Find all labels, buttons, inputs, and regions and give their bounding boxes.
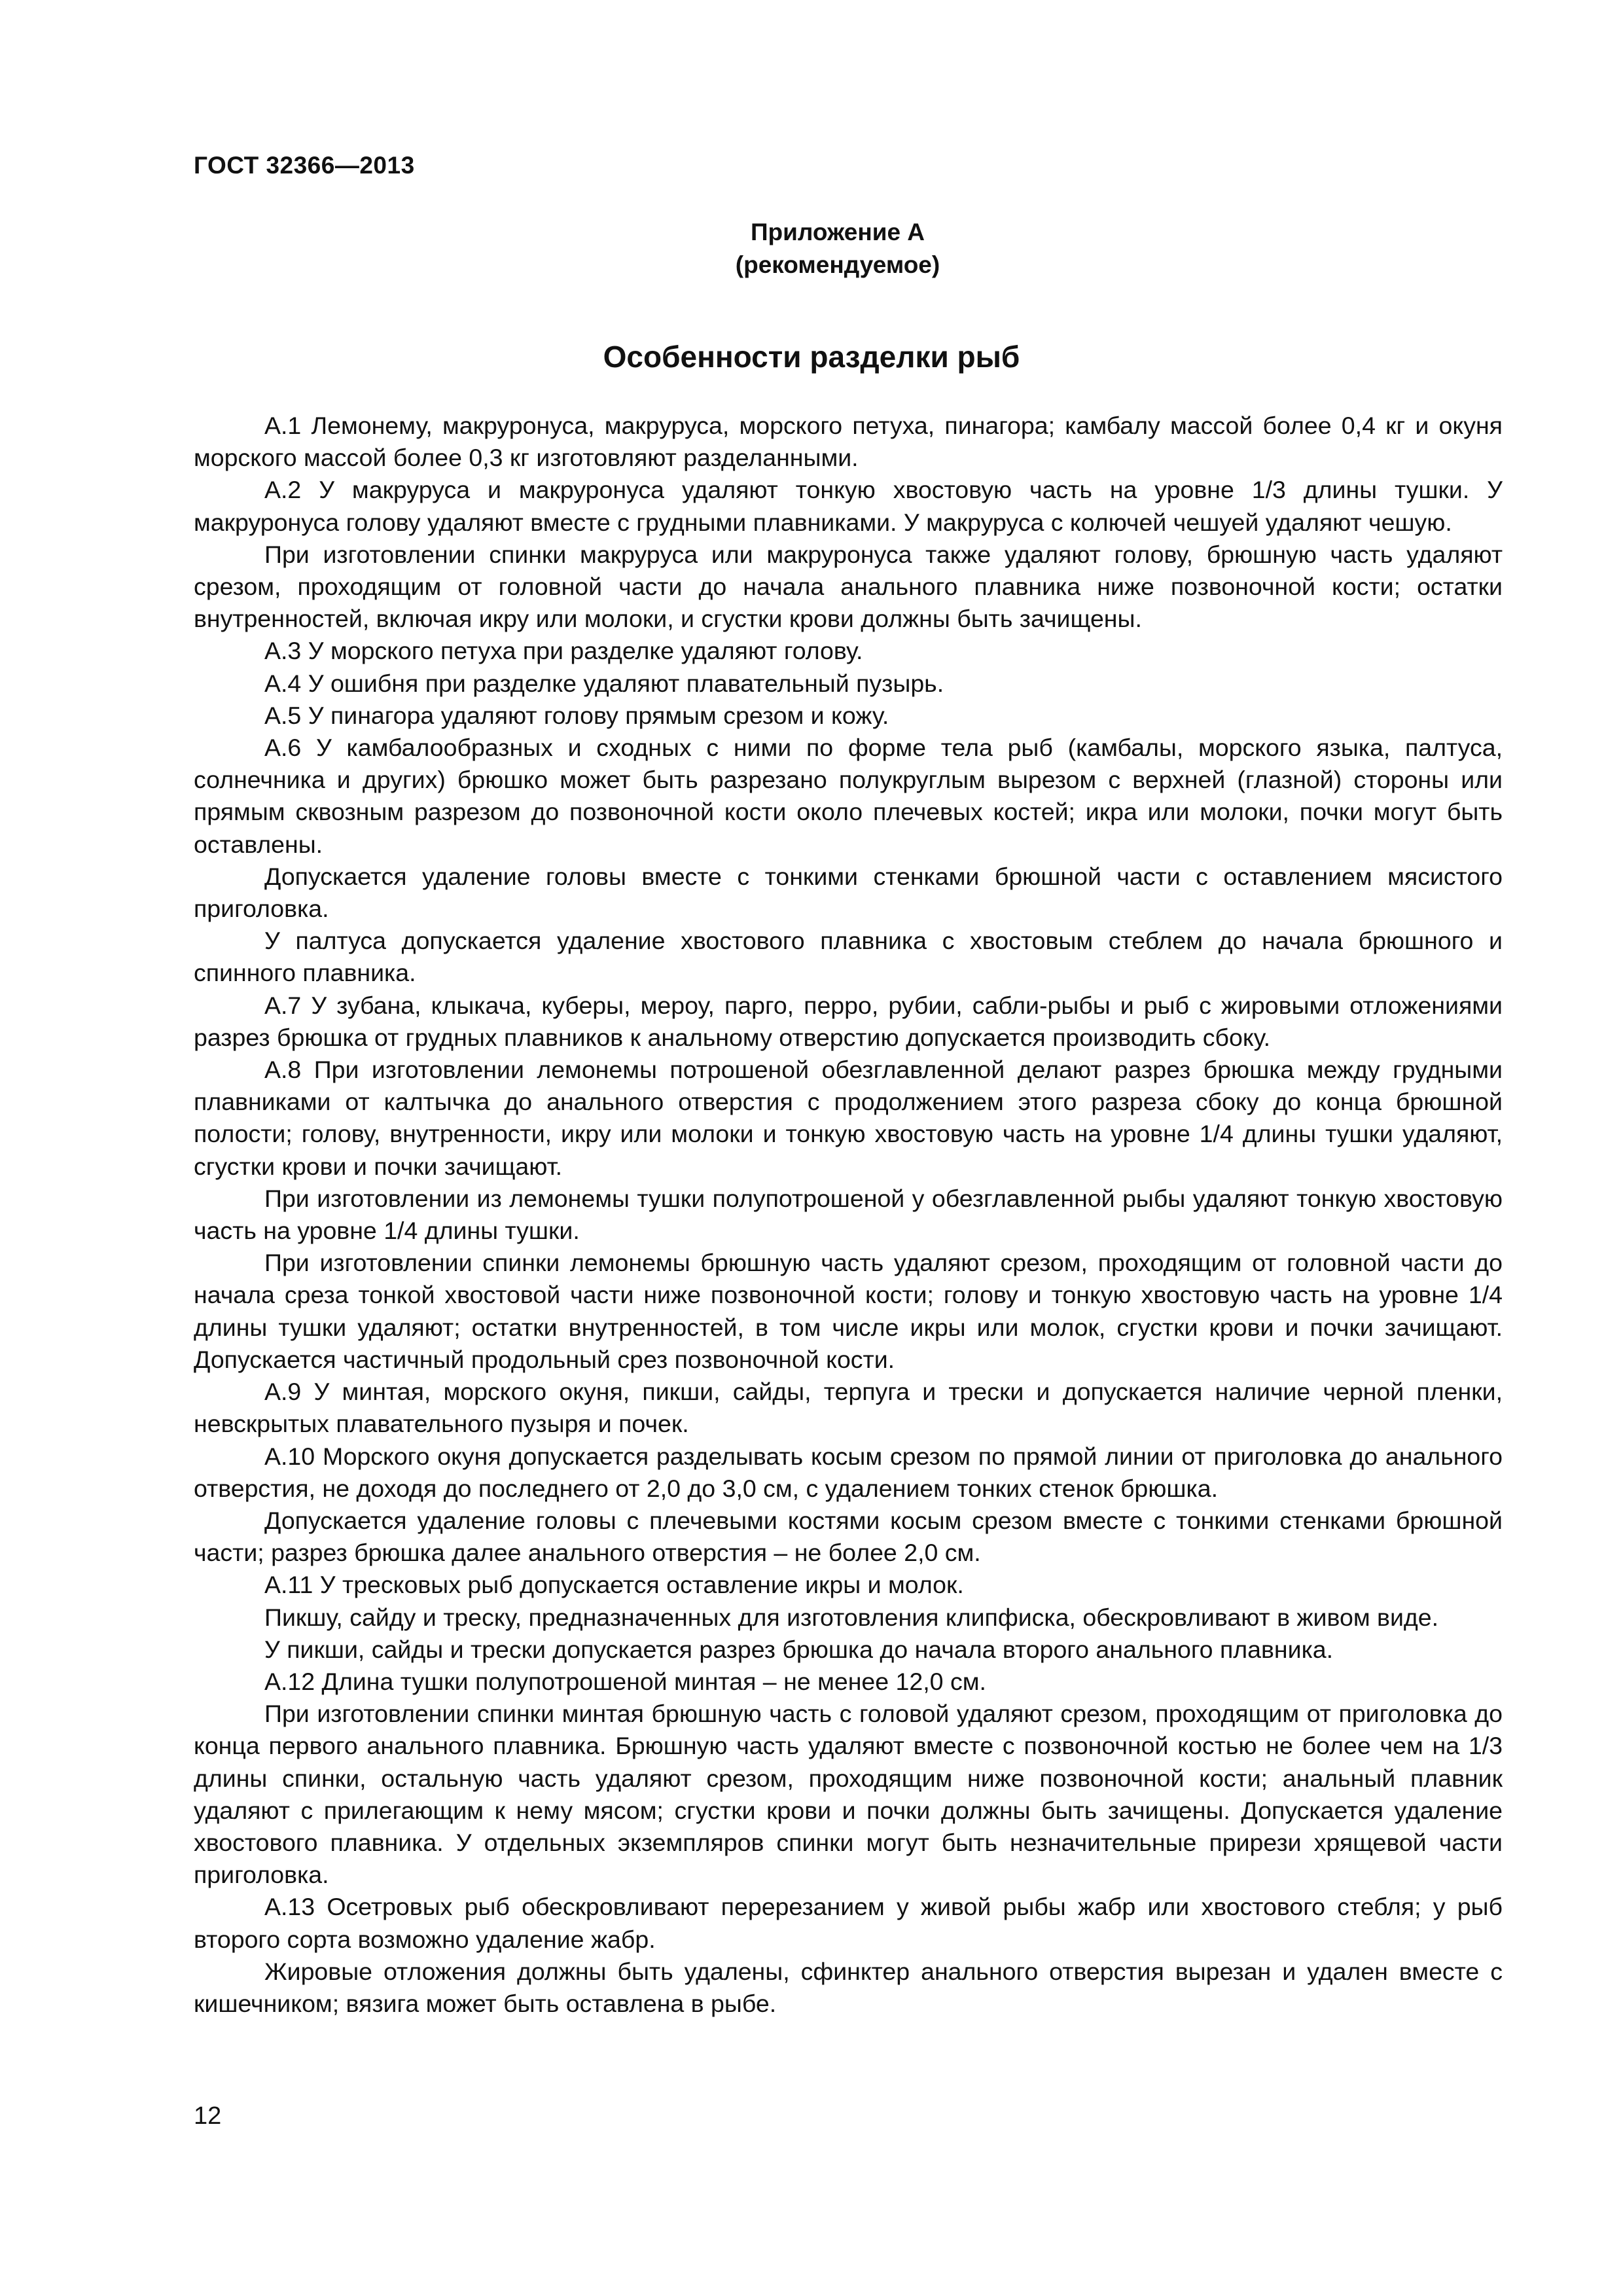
section-title: Особенности разделки рыб [603,340,1020,374]
appendix-status: (рекомендуемое) [735,251,940,278]
document-code: ГОСТ 32366—2013 [194,152,415,179]
paragraph: При изготовлении спинки минтая брюшную часть с головой удаляют срезом, проходящим от приголовка до конца первого анального плавника. Брюшную часть удаляют вместе с позвоночной костью не более чем на 1/3 длины спинки, остальную часть удаляют срезом, проходящим ниже позвоночной кости; анальный плавник удаляют с прилегающим к нему мясом; сгустки крови и почки должны быть зачищены. Допускается удаление хвостового плавника. У отдельных экземпляров спинки могут быть незначительные прирези хрящевой части приголовка. [194,1700,1503,1889]
paragraph-a7: А.7 У зубана, клыкача, куберы, мероу, парго, перро, рубии, сабли-рыбы и рыб с жировыми отложениями разрез брюшка от грудных плавников к анальному отверстию допускается производить сбоку. [194,991,1503,1051]
paragraph-a10: А.10 Морского окуня допускается разделывать косым срезом по прямой линии от приголовка до анального отверстия, не доходя до последнего от 2,0 до 3,0 см, с удалением тонких стенок брюшка. [194,1442,1503,1502]
paragraph: У палтуса допускается удаление хвостового плавника с хвостовым стеблем до начала брюшного и спинного плавника. [194,927,1503,987]
paragraph-a13: А.13 Осетровых рыб обескровливают перерезанием у живой рыбы жабр или хвостового стебля; у рыб второго сорта возможно удаление жабр. [194,1893,1503,1953]
paragraph: Допускается удаление головы вместе с тонкими стенками брюшной части с оставлением мясистого приголовка. [194,862,1503,923]
paragraph-a4: А.4 У ошибня при разделке удаляют плавательный пузырь. [264,669,944,697]
paragraph-a5: А.5 У пинагора удаляют голову прямым срезом и кожу. [264,701,889,729]
paragraph-a1: А.1 Лемонему, макруронуса, макруруса, морского петуха, пинагора; камбалу массой более 0,4 кг и окуня морского массой более 0,3 кг изготовляют разделанными. [194,412,1503,472]
appendix-heading [0,216,1623,281]
paragraph: При изготовлении спинки макруруса или макруронуса также удаляют голову, брюшную часть удаляют срезом, проходящим от головной части до начала анального плавника ниже позвоночной кости; остатки внутренностей, включая икру или молоки, и сгустки крови должны быть зачищены. [194,540,1503,633]
paragraph: Жировые отложения должны быть удалены, сфинктер анального отверстия вырезан и удален вместе с кишечником; вязига может быть оставлена в рыбе. [194,1957,1503,2017]
page-number: 12 [194,2102,222,2130]
paragraph: При изготовлении из лемонемы тушки полупотрошеной у обезглавленной рыбы удаляют тонкую хвостовую часть на уровне 1/4 длины тушки. [194,1184,1503,1245]
paragraph: Допускается удаление головы с плечевыми костями косым срезом вместе с тонкими стенками брюшной части; разрез брюшка далее анального отверстия – не более 2,0 см. [194,1506,1503,1567]
paragraph: При изготовлении спинки лемонемы брюшную часть удаляют срезом, проходящим от головной части до начала среза тонкой хвостовой части ниже позвоночной кости; голову и тонкую хвостовую часть на уровне 1/4 длины тушки удаляют; остатки внутренностей, в том числе икры или молок, сгустки крови и почки зачищают. Допускается частичный продольный срез позвоночной кости. [194,1249,1503,1373]
paragraph-a3: А.3 У морского петуха при разделке удаляют голову. [264,637,863,665]
paragraph-a8: А.8 При изготовлении лемонемы потрошеной обезглавленной делают разрез брюшка между грудными плавниками от калтычка до анального отверстия с продолжением этого разреза сбоку до конца брюшной полости; голову, внутренности, икру или молоки и тонкую хвостовую часть на уровне 1/4 длины тушки удаляют, сгустки крови и почки зачищают. [194,1056,1503,1180]
paragraph-a12: А.12 Длина тушки полупотрошеной минтая – не менее 12,0 см. [264,1667,986,1695]
paragraph: Пикшу, сайду и треску, предназначенных для изготовления клипфиска, обескровливают в живом виде. [264,1603,1439,1631]
paragraph: У пикши, сайды и трески допускается разрез брюшка до начала второго анального плавника. [264,1635,1334,1663]
appendix-label: Приложение А [750,219,925,245]
paragraph-a11: А.11 У тресковых рыб допускается оставление икры и молок. [264,1571,964,1599]
paragraph-a6: А.6 У камбалообразных и сходных с ними по форме тела рыб (камбалы, морского языка, палтуса, солнечника и других) брюшко может быть разрезано полукруглым вырезом с верхней (глазной) стороны или прямым сквозным разрезом до позвоночной кости около плечевых костей; икра или молоки, почки могут быть оставлены. [194,734,1503,858]
paragraph-a9: А.9 У минтая, морского окуня, пикши, сайды, терпуга и трески и допускается наличие черной пленки, невскрытых плавательного пузыря и почек. [194,1378,1503,1438]
body-text [194,410,1503,2020]
paragraph-a2: А.2 У макруруса и макруронуса удаляют тонкую хвостовую часть на уровне 1/3 длины тушки. У макруронуса голову удаляют вместе с грудными плавниками. У макруруса с колючей чешуей удаляют чешую. [194,476,1503,536]
